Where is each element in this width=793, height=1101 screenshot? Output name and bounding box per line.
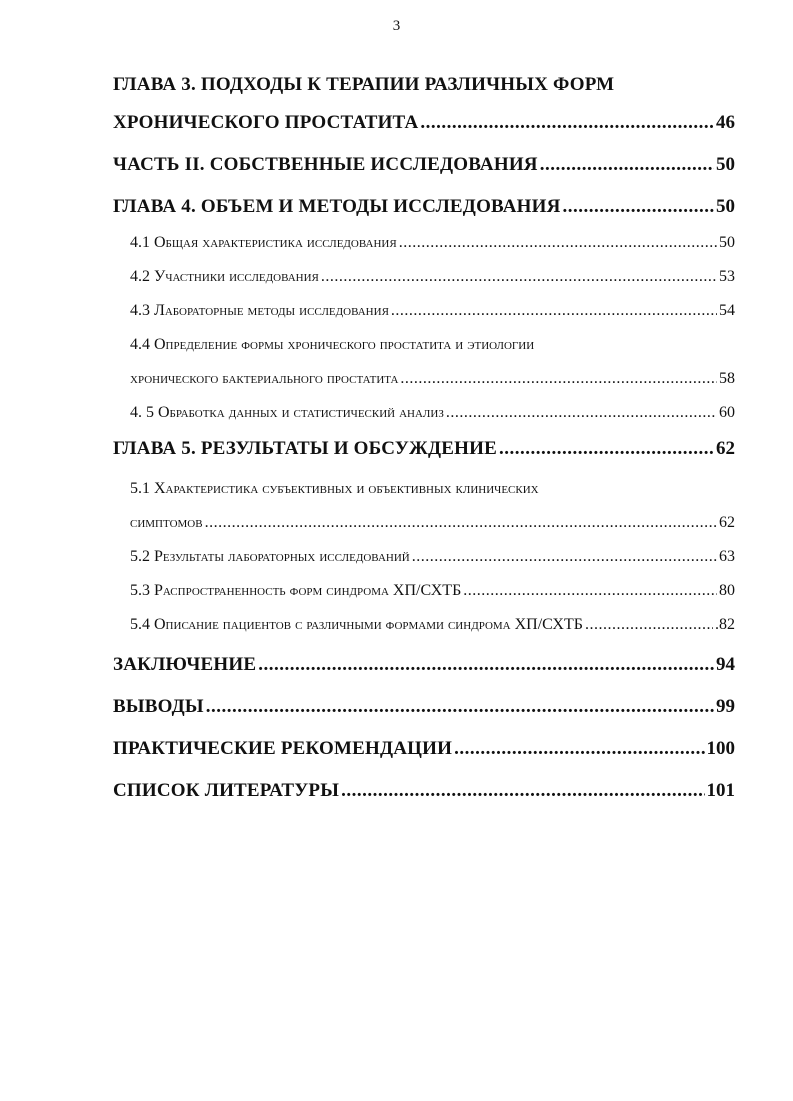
toc-entry-page: 80	[719, 582, 735, 599]
toc-entry-references[interactable]	[113, 772, 735, 810]
toc-entry-section-4-5[interactable]	[113, 396, 735, 430]
toc-entry-page: 50	[716, 196, 735, 217]
toc-entry-title: симптомов	[130, 514, 203, 531]
toc-entry-section-5-1[interactable]	[113, 472, 735, 506]
toc-entry-recommendations[interactable]	[113, 730, 735, 768]
toc-leader-dots	[341, 772, 704, 810]
toc-entry-title: 5.4 Описание пациентов с различными формами синдрома ХП/СХТБ	[130, 616, 583, 633]
toc-entry-page: .82	[715, 616, 735, 633]
toc-leader-dots	[258, 646, 714, 684]
toc-entry-section-5-1-cont[interactable]	[113, 506, 735, 540]
toc-entry-title: СПИСОК ЛИТЕРАТУРЫ	[113, 780, 340, 801]
toc-entry-title: 5.2 Результаты лабораторных исследований	[130, 548, 410, 565]
toc-leader-dots	[463, 574, 717, 608]
toc-leader-dots	[585, 608, 713, 642]
toc-entry-section-4-4-cont[interactable]	[113, 362, 735, 396]
toc-entry-title: ГЛАВА 5. РЕЗУЛЬТАТЫ И ОБСУЖДЕНИЕ	[113, 438, 498, 459]
toc-entry-part-2[interactable]	[113, 146, 735, 184]
toc-entry-chapter-3[interactable]	[113, 66, 735, 104]
toc-entry-page: 99	[716, 696, 735, 717]
toc-entry-section-5-4[interactable]	[113, 608, 735, 642]
toc-leader-dots	[400, 362, 717, 396]
toc-entry-title: 4.1 Общая характеристика исследования	[130, 234, 397, 251]
toc-entry-title: ГЛАВА 4. ОБЪЕМ И МЕТОДЫ ИССЛЕДОВАНИЯ	[113, 196, 561, 217]
toc-entry-title: ПРАКТИЧЕСКИЕ РЕКОМЕНДАЦИИ	[113, 738, 453, 759]
toc-entry-title: ВЫВОДЫ	[113, 696, 204, 717]
toc-entry-page: 62	[716, 438, 735, 459]
toc-entry-page: 63	[719, 548, 735, 565]
toc-leader-dots	[563, 188, 714, 226]
toc-leader-dots	[412, 540, 717, 574]
toc-entry-title: ГЛАВА 3. ПОДХОДЫ К ТЕРАПИИ РАЗЛИЧНЫХ ФОРМ	[113, 74, 615, 95]
toc-entry-page: 50	[719, 234, 735, 251]
toc-entry-chapter-5[interactable]	[113, 430, 735, 468]
toc-entry-page: 101	[706, 780, 735, 801]
toc-entry-chapter-3-cont[interactable]	[113, 104, 735, 142]
toc-entry-page: 100	[706, 738, 735, 759]
toc-entry-title: хронического бактериального простатита	[130, 370, 399, 387]
toc-leader-dots	[499, 430, 714, 468]
toc-entry-title: 5.3 Распространенность форм синдрома ХП/СХТБ	[130, 582, 462, 599]
toc-entry-title: 4.2 Участники исследования	[130, 268, 319, 285]
toc-entry-page: 46	[716, 112, 735, 133]
toc-entry-chapter-4[interactable]	[113, 188, 735, 226]
toc-entry-findings[interactable]	[113, 688, 735, 726]
toc-entry-page: 50	[716, 154, 735, 175]
toc-leader-dots	[206, 688, 714, 726]
toc-entry-section-5-3[interactable]	[113, 574, 735, 608]
toc-leader-dots	[205, 506, 717, 540]
toc-entry-section-4-2[interactable]	[113, 260, 735, 294]
toc-entry-title: 4. 5 Обработка данных и статистический анализ	[130, 404, 444, 421]
table-of-contents	[113, 66, 735, 810]
toc-entry-page: 62	[719, 514, 735, 531]
toc-entry-page: 58	[719, 370, 735, 387]
toc-entry-title: 5.1 Характеристика субъективных и объективных клинических	[130, 480, 539, 497]
toc-leader-dots	[399, 226, 717, 260]
toc-entry-page: 94	[716, 654, 735, 675]
toc-entry-page: 53	[719, 268, 735, 285]
toc-entry-section-4-1[interactable]	[113, 226, 735, 260]
toc-entry-conclusion[interactable]	[113, 646, 735, 684]
toc-entry-section-5-2[interactable]	[113, 540, 735, 574]
toc-entry-page: 54	[719, 302, 735, 319]
toc-entry-title: 4.4 Определение формы хронического простатита и этиологии	[130, 336, 535, 353]
toc-entry-title: 4.3 Лабораторные методы исследования	[130, 302, 389, 319]
toc-leader-dots	[420, 104, 714, 142]
toc-entry-page: 60	[719, 404, 735, 421]
toc-entry-title: ЗАКЛЮЧЕНИЕ	[113, 654, 257, 675]
toc-leader-dots	[391, 294, 717, 328]
page-number: 3	[392, 18, 401, 34]
toc-entry-section-4-4[interactable]	[113, 328, 735, 362]
toc-leader-dots	[540, 146, 714, 184]
toc-leader-dots	[446, 396, 717, 430]
toc-entry-section-4-3[interactable]	[113, 294, 735, 328]
toc-leader-dots	[454, 730, 704, 768]
toc-entry-title: ХРОНИЧЕСКОГО ПРОСТАТИТА	[113, 112, 419, 133]
toc-entry-title: ЧАСТЬ II. СОБСТВЕННЫЕ ИССЛЕДОВАНИЯ	[113, 154, 538, 175]
toc-leader-dots	[321, 260, 717, 294]
